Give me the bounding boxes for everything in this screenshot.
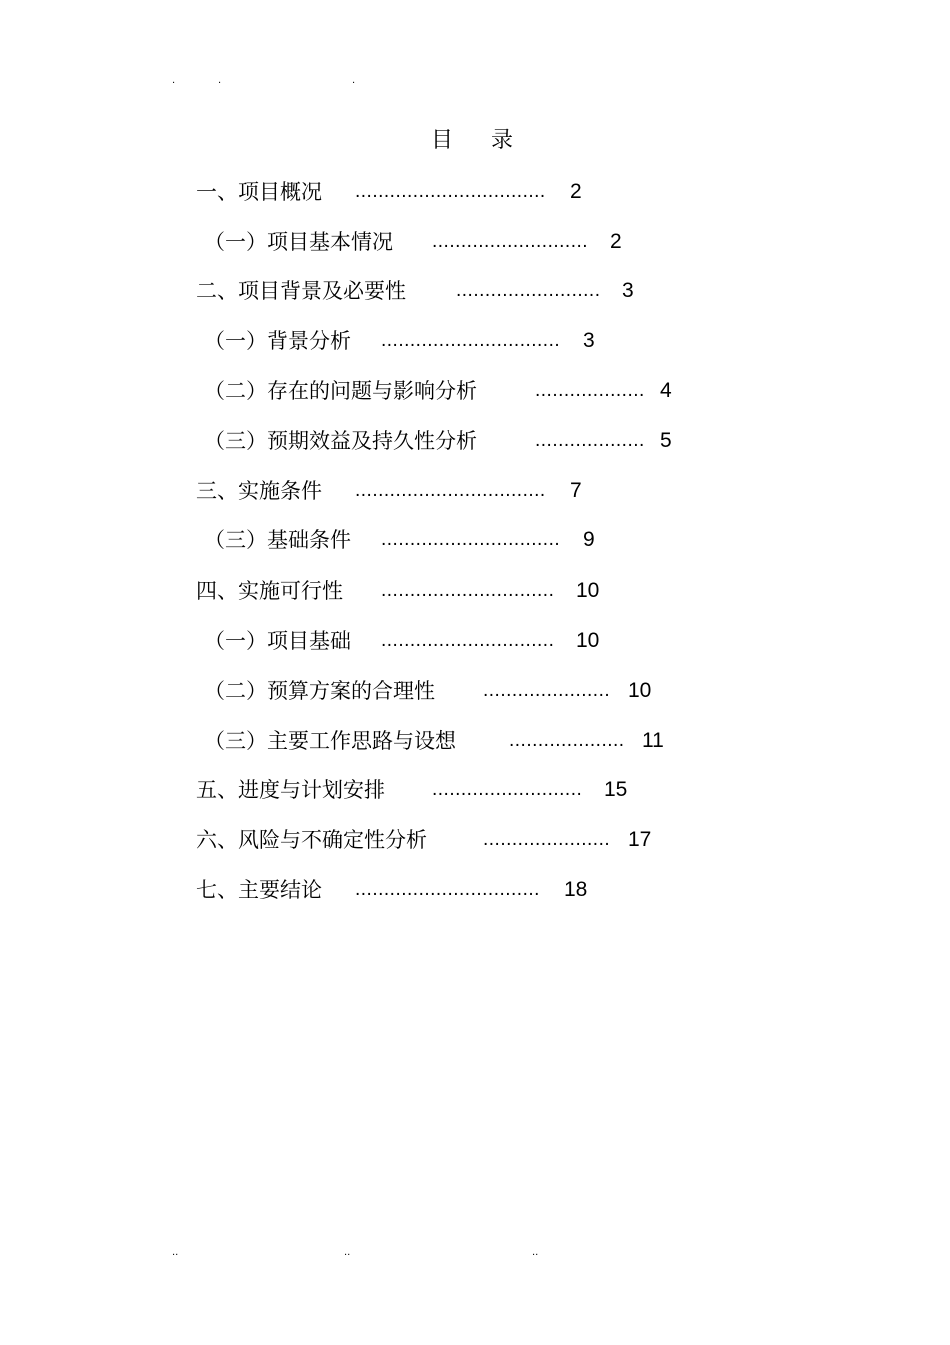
- toc-entry-page: 3: [622, 279, 634, 302]
- toc-entry-label: （一）项目基础: [204, 629, 351, 653]
- toc-entry-label: （三）基础条件: [204, 528, 351, 552]
- toc-entry-leader: ..............................: [381, 630, 555, 651]
- toc-entry-leader: .................................: [355, 181, 546, 202]
- toc-entry-page: 10: [628, 679, 652, 702]
- toc-entry-label: 五、进度与计划安排: [196, 778, 385, 802]
- toc-entry-page: 3: [583, 329, 595, 352]
- footer-mark: ..: [532, 1247, 539, 1258]
- toc-entry-label: （一）项目基本情况: [204, 230, 393, 254]
- toc-entry-label: 一、项目概况: [196, 180, 322, 204]
- toc-entry-page: 9: [583, 528, 595, 551]
- toc-title: 目录: [431, 128, 552, 153]
- toc-entry-leader: .................................: [355, 480, 546, 501]
- toc-entry-page: 17: [628, 828, 652, 851]
- toc-entry-page: 2: [610, 230, 622, 253]
- toc-entry-label: 四、实施可行性: [196, 579, 343, 603]
- toc-entry-label: 二、项目背景及必要性: [196, 279, 406, 303]
- toc-entry-page: 11: [642, 729, 664, 752]
- toc-entry-page: 15: [604, 778, 628, 801]
- footer-mark: ..: [344, 1247, 351, 1258]
- toc-entry-page: 10: [576, 579, 600, 602]
- toc-entry-label: 六、风险与不确定性分析: [196, 828, 427, 852]
- toc-entry-leader: ...................: [535, 430, 645, 451]
- toc-entry-page: 18: [564, 878, 588, 901]
- header-mark: .: [218, 75, 222, 86]
- toc-entry-leader: ....................: [509, 730, 625, 751]
- toc-entry-leader: ................................: [355, 879, 540, 900]
- toc-entry-label: （二）存在的问题与影响分析: [204, 379, 477, 403]
- toc-entry-page: 10: [576, 629, 600, 652]
- toc-entry-leader: ..........................: [432, 779, 583, 800]
- toc-entry-leader: ...............................: [381, 529, 561, 550]
- toc-entry-leader: ...............................: [381, 330, 561, 351]
- toc-entry-leader: ..............................: [381, 580, 555, 601]
- footer-mark: ..: [172, 1247, 179, 1258]
- toc-entry-page: 7: [570, 479, 582, 502]
- toc-entry-leader: .........................: [456, 280, 601, 301]
- toc-entry-leader: ...................: [535, 380, 645, 401]
- toc-entry-page: 5: [660, 429, 672, 452]
- toc-entry-label: 七、主要结论: [196, 878, 322, 902]
- toc-entry-label: 三、实施条件: [196, 479, 322, 503]
- toc-entry-label: （三）预期效益及持久性分析: [204, 429, 477, 453]
- toc-entry-label: （二）预算方案的合理性: [204, 679, 435, 703]
- toc-entry-leader: ......................: [483, 829, 611, 850]
- header-mark: .: [352, 75, 356, 86]
- toc-entry-label: （三）主要工作思路与设想: [204, 729, 456, 753]
- header-mark: .: [172, 75, 176, 86]
- toc-entry-leader: ......................: [483, 680, 611, 701]
- toc-entry-label: （一）背景分析: [204, 329, 351, 353]
- toc-entry-page: 4: [660, 379, 672, 402]
- toc-entry-leader: ...........................: [432, 231, 589, 252]
- toc-entry-page: 2: [570, 180, 582, 203]
